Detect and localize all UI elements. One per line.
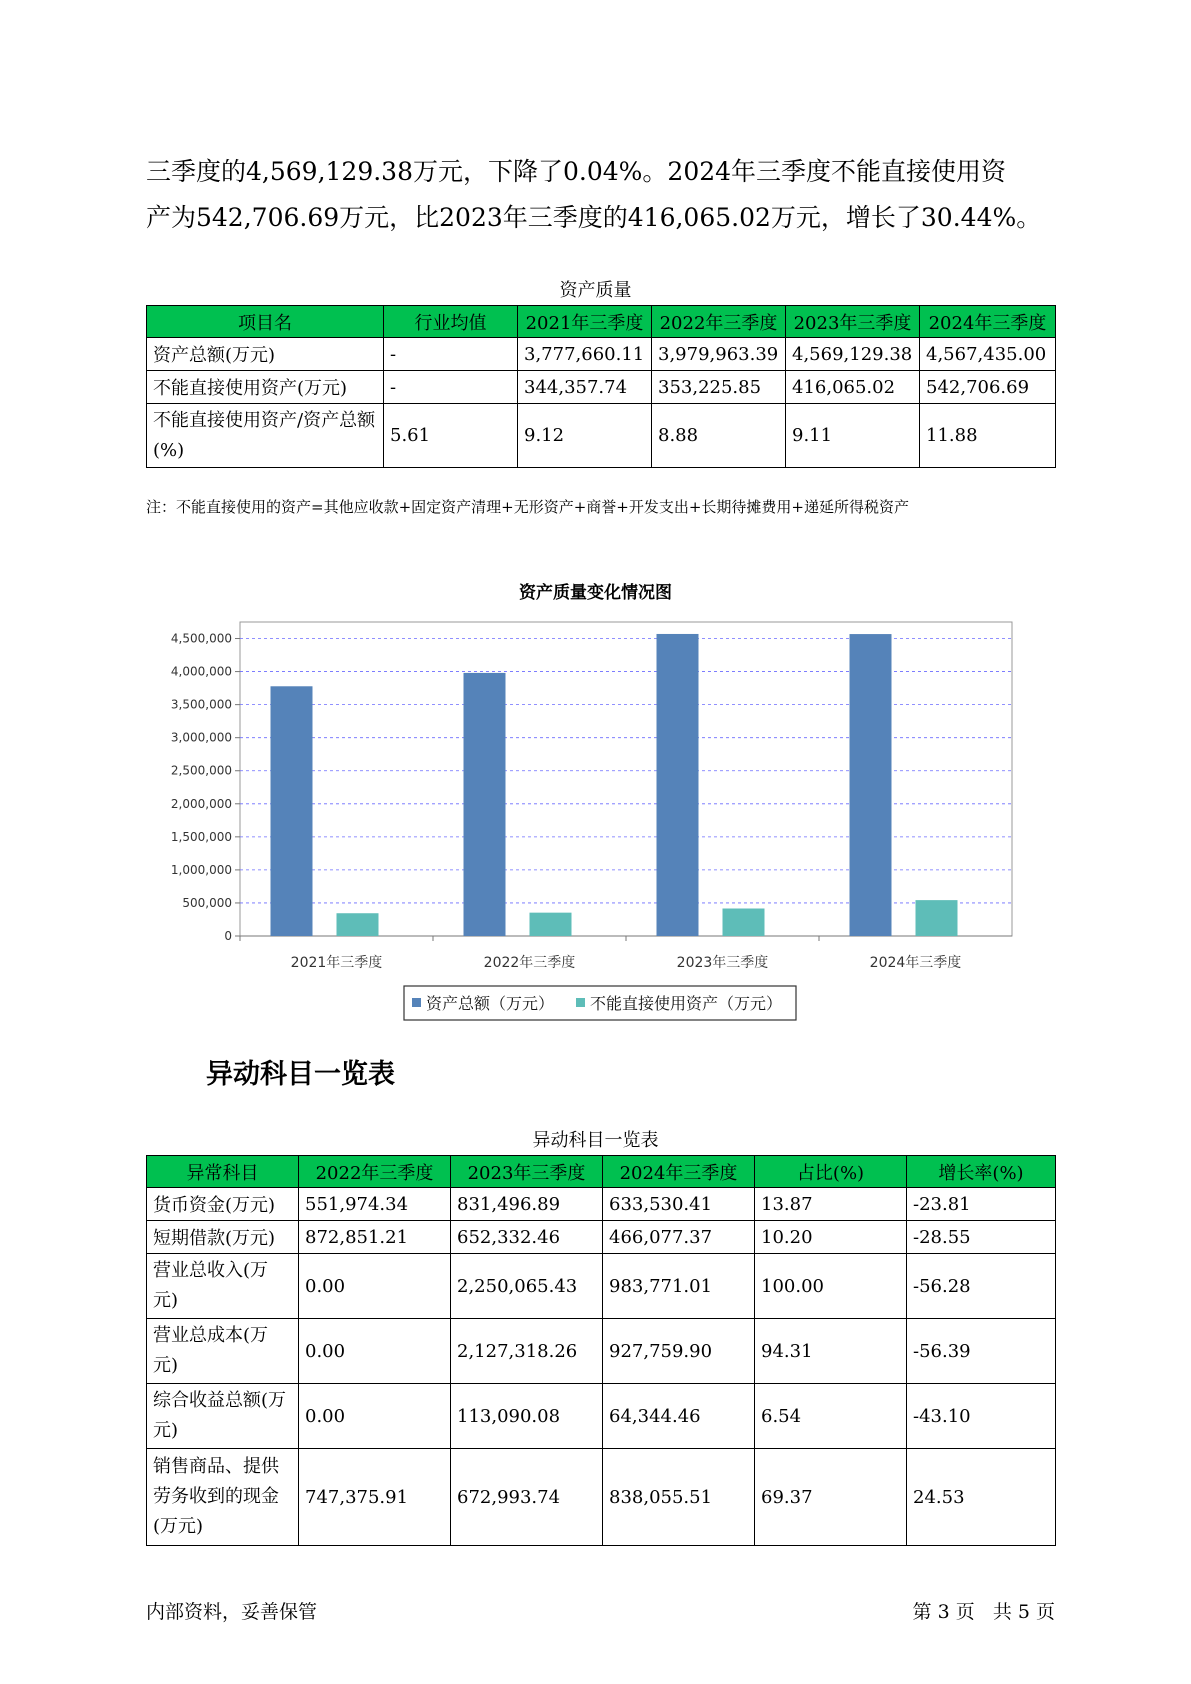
y-tick-label: 3,000,000 — [170, 730, 232, 745]
table-cell: 9.11 — [786, 404, 920, 468]
table-row — [147, 1254, 1056, 1319]
table-cell: 344,357.74 — [518, 371, 652, 404]
plot-area — [240, 622, 1012, 936]
table-header-cell: 2023年三季度 — [451, 1156, 603, 1188]
table-cell: 8.88 — [652, 404, 786, 468]
table-cell: 短期借款(万元) — [147, 1221, 299, 1254]
chart-title: 资产质量变化情况图 — [519, 583, 672, 603]
y-tick-label: 2,000,000 — [170, 796, 232, 811]
y-tick-label: 4,000,000 — [170, 664, 232, 679]
y-tick-label: 0 — [224, 929, 232, 943]
table-cell: 747,375.91 — [299, 1449, 451, 1546]
table-cell: 10.20 — [755, 1221, 907, 1254]
table-cell: - — [384, 338, 518, 371]
table-header-cell: 2024年三季度 — [603, 1156, 755, 1188]
bar-restricted-assets — [530, 913, 572, 936]
y-tick-label: 3,500,000 — [170, 697, 232, 712]
y-tick-label: 4,500,000 — [170, 631, 232, 646]
table-cell: 94.31 — [755, 1319, 907, 1384]
table-cell: 6.54 — [755, 1384, 907, 1449]
table-cell: 不能直接使用资产(万元) — [147, 371, 384, 404]
table-footnote: 注：不能直接使用的资产=其他应收款+固定资产清理+无形资产+商誉+开发支出+长期待摊费用+递延所得税资产 — [146, 498, 909, 516]
table-cell: 不能直接使用资产/资产总额(%) — [147, 404, 384, 468]
table-header-cell: 增长率(%) — [907, 1156, 1056, 1188]
table-cell: - — [384, 371, 518, 404]
table-cell: 100.00 — [755, 1254, 907, 1319]
footer-page-number: 第 3 页 共 5 页 — [912, 1601, 1055, 1623]
y-tick-label: 500,000 — [182, 895, 232, 910]
footer-confidential: 内部资料，妥善保管 — [146, 1601, 318, 1623]
x-tick-label: 2024年三季度 — [869, 955, 962, 971]
table-cell: 营业总成本(万元) — [147, 1319, 299, 1384]
table-cell: 542,706.69 — [920, 371, 1056, 404]
x-tick-label: 2021年三季度 — [290, 955, 383, 971]
table-cell: 927,759.90 — [603, 1319, 755, 1384]
table-cell: 13.87 — [755, 1188, 907, 1221]
y-tick-label: 2,500,000 — [170, 763, 232, 778]
y-tick-label: 1,000,000 — [170, 862, 232, 877]
table-cell: 4,567,435.00 — [920, 338, 1056, 371]
legend-label: 不能直接使用资产（万元） — [590, 994, 783, 1013]
table-cell: -28.55 — [907, 1221, 1056, 1254]
table-cell: 11.88 — [920, 404, 1056, 468]
table-cell: 销售商品、提供劳务收到的现金(万元) — [147, 1449, 299, 1546]
section-title: 异动科目一览表 — [206, 1059, 395, 1090]
x-tick-label: 2022年三季度 — [483, 955, 576, 971]
table-header-cell: 占比(%) — [755, 1156, 907, 1188]
table-header-cell: 行业均值 — [384, 306, 518, 338]
table-cell: 113,090.08 — [451, 1384, 603, 1449]
table-header-cell: 2022年三季度 — [652, 306, 786, 338]
table-header-cell: 2024年三季度 — [920, 306, 1056, 338]
table-row — [147, 1319, 1056, 1384]
paragraph-line-1: 三季度的4,569,129.38万元，下降了0.04%。2024年三季度不能直接使用资 — [146, 157, 1007, 186]
table-cell: 551,974.34 — [299, 1188, 451, 1221]
table-cell: 0.00 — [299, 1254, 451, 1319]
table-cell: 466,077.37 — [603, 1221, 755, 1254]
table-cell: 416,065.02 — [786, 371, 920, 404]
table-cell: 872,851.21 — [299, 1221, 451, 1254]
table-header-cell: 2021年三季度 — [518, 306, 652, 338]
table-cell: 64,344.46 — [603, 1384, 755, 1449]
table-cell: 3,777,660.11 — [518, 338, 652, 371]
bar-restricted-assets — [916, 900, 958, 936]
table-header-cell: 2022年三季度 — [299, 1156, 451, 1188]
table-row — [147, 1449, 1056, 1546]
bar-total-assets — [464, 673, 506, 936]
table-cell: -56.28 — [907, 1254, 1056, 1319]
table-cell: 营业总收入(万元) — [147, 1254, 299, 1319]
legend-swatch — [576, 998, 585, 1007]
table-cell: 838,055.51 — [603, 1449, 755, 1546]
table-cell: 983,771.01 — [603, 1254, 755, 1319]
paragraph-line-2: 产为542,706.69万元，比2023年三季度的416,065.02万元，增长了30.44%。 — [146, 203, 1042, 232]
table-cell: 4,569,129.38 — [786, 338, 920, 371]
table-cell: -43.10 — [907, 1384, 1056, 1449]
bar-restricted-assets — [337, 913, 379, 936]
table-row — [147, 1384, 1056, 1449]
anomaly-table-caption: 异动科目一览表 — [532, 1130, 659, 1151]
table-header-cell: 异常科目 — [147, 1156, 299, 1188]
y-tick-label: 1,500,000 — [170, 829, 232, 844]
table-header-cell: 2023年三季度 — [786, 306, 920, 338]
table-cell: -56.39 — [907, 1319, 1056, 1384]
table-cell: 5.61 — [384, 404, 518, 468]
table-cell: 69.37 — [755, 1449, 907, 1546]
table-cell: 831,496.89 — [451, 1188, 603, 1221]
table-cell: 综合收益总额(万元) — [147, 1384, 299, 1449]
bar-total-assets — [271, 686, 313, 936]
table-cell: 0.00 — [299, 1384, 451, 1449]
table-cell: 3,979,963.39 — [652, 338, 786, 371]
table-cell: 633,530.41 — [603, 1188, 755, 1221]
table-cell: -23.81 — [907, 1188, 1056, 1221]
table-cell: 652,332.46 — [451, 1221, 603, 1254]
table-row — [147, 1188, 1056, 1221]
table-cell: 0.00 — [299, 1319, 451, 1384]
anomaly-table — [146, 1155, 1056, 1546]
table-cell: 24.53 — [907, 1449, 1056, 1546]
bar-total-assets — [850, 634, 892, 936]
table-cell: 672,993.74 — [451, 1449, 603, 1546]
table-row — [147, 1221, 1056, 1254]
table-cell: 资产总额(万元) — [147, 338, 384, 371]
table-cell: 2,127,318.26 — [451, 1319, 603, 1384]
table-header-cell: 项目名 — [147, 306, 384, 338]
table-header-row — [147, 1156, 1056, 1188]
table-cell: 353,225.85 — [652, 371, 786, 404]
bar-total-assets — [657, 634, 699, 936]
bar-restricted-assets — [723, 908, 765, 936]
legend-swatch — [412, 998, 421, 1007]
table-cell: 9.12 — [518, 404, 652, 468]
table-cell: 2,250,065.43 — [451, 1254, 603, 1319]
legend-label: 资产总额（万元） — [426, 994, 555, 1013]
table-cell: 货币资金(万元) — [147, 1188, 299, 1221]
asset-table-caption: 资产质量 — [559, 280, 632, 301]
x-tick-label: 2023年三季度 — [676, 955, 769, 971]
